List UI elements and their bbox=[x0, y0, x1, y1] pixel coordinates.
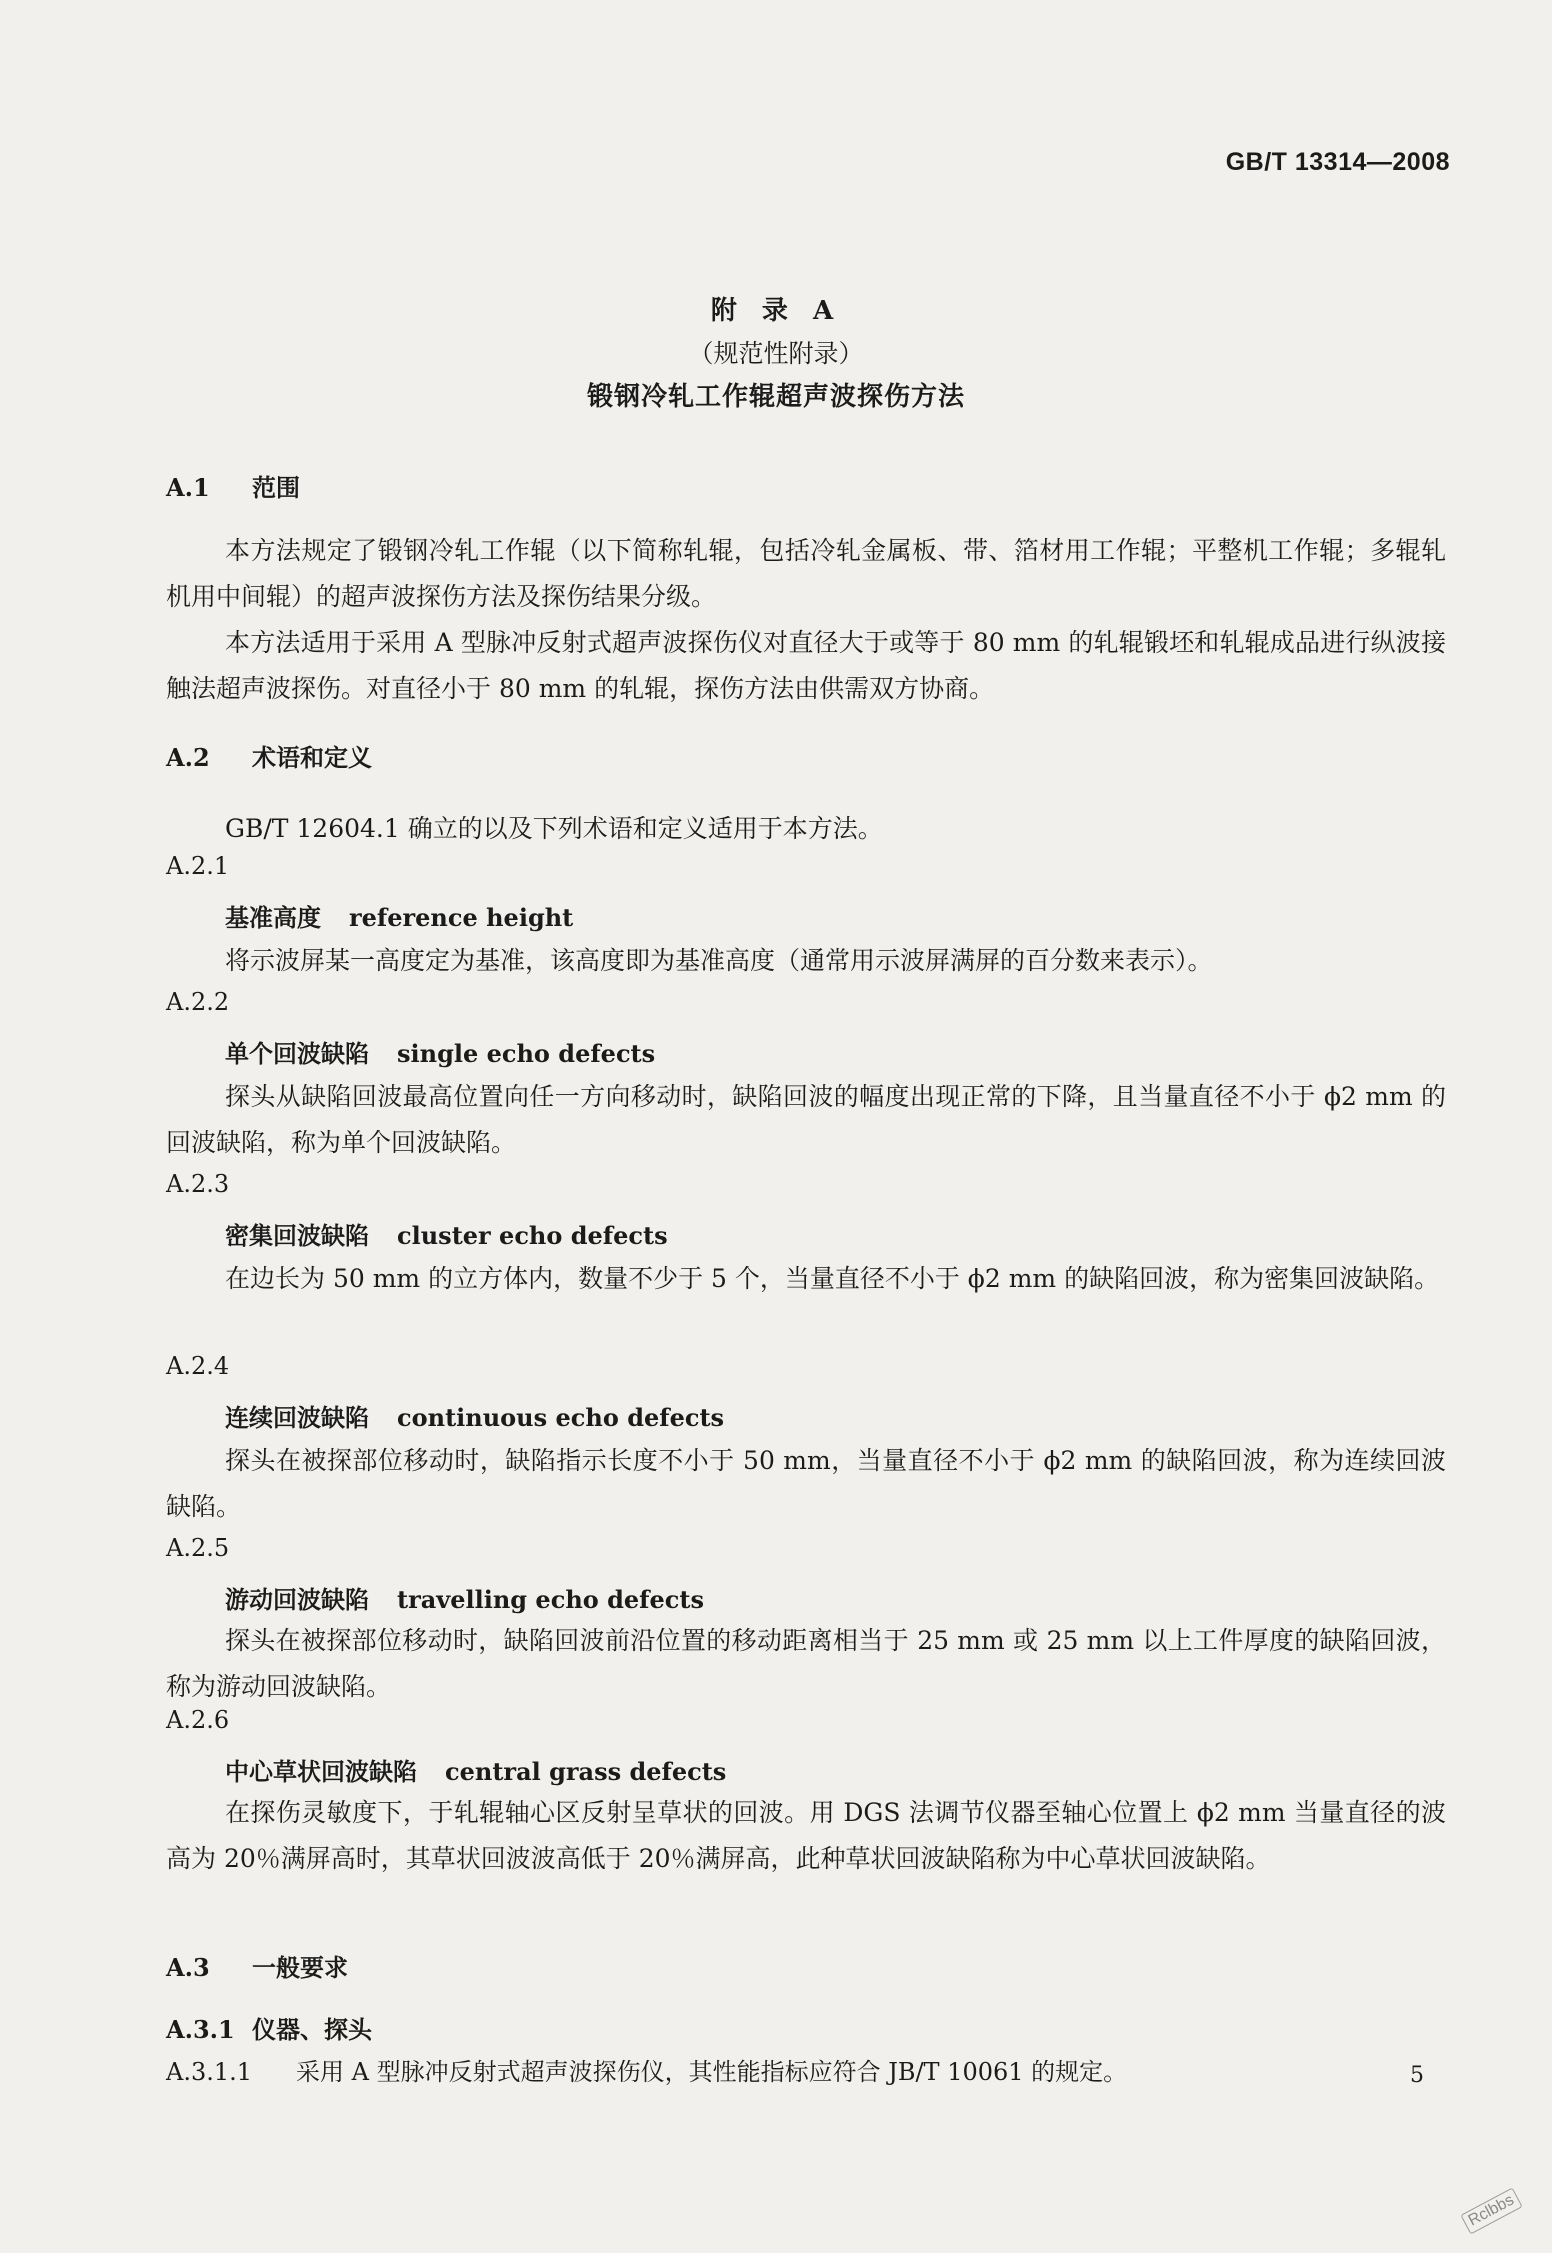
term-en: continuous echo defects bbox=[397, 1403, 725, 1432]
section-heading-a3 bbox=[166, 1948, 348, 1983]
term-heading bbox=[225, 1398, 724, 1433]
term-zh: 基准高度 bbox=[225, 903, 321, 932]
term-zh: 密集回波缺陷 bbox=[225, 1221, 369, 1250]
term-en: central grass defects bbox=[445, 1757, 727, 1786]
term-number: A.2.1 bbox=[166, 852, 230, 880]
term-definition: 探头在被探部位移动时，缺陷指示长度不小于 50 mm，当量直径不小于 ϕ2 mm 的缺陷回波，称为连续回波缺陷。 bbox=[166, 1446, 1446, 1521]
term-zh: 游动回波缺陷 bbox=[225, 1585, 369, 1614]
term-number: A.2.3 bbox=[166, 1170, 230, 1198]
paragraph-scope-2: 本方法适用于采用 A 型脉冲反射式超声波探伤仪对直径大于或等于 80 mm 的轧辊锻坯和轧辊成品进行纵波接触法超声波探伤。对直径小于 80 mm 的轧辊，探伤方法由供需双方协商。 bbox=[166, 628, 1446, 703]
term-en: single echo defects bbox=[397, 1039, 656, 1068]
clause-text: 采用 A 型脉冲反射式超声波探伤仪，其性能指标应符合 JB/T 10061 的规定。 bbox=[296, 2058, 1128, 2086]
term-number: A.2.6 bbox=[166, 1706, 230, 1734]
term-zh: 中心草状回波缺陷 bbox=[225, 1757, 417, 1786]
term-heading bbox=[225, 1034, 655, 1069]
section-title: 术语和定义 bbox=[252, 743, 372, 772]
watermark: Rclbbs bbox=[1460, 2187, 1522, 2234]
term-definition: 探头在被探部位移动时，缺陷回波前沿位置的移动距离相当于 25 mm 或 25 mm 以上工件厚度的缺陷回波，称为游动回波缺陷。 bbox=[166, 1626, 1446, 1701]
term-definition: 将示波屏某一高度定为基准，该高度即为基准高度（通常用示波屏满屏的百分数来表示）。 bbox=[225, 946, 1213, 975]
term-number: A.2.4 bbox=[166, 1352, 230, 1380]
annex-title: 锻钢冷轧工作辊超声波探伤方法 bbox=[586, 382, 965, 412]
term-definition: 在探伤灵敏度下，于轧辊轴心区反射呈草状的回波。用 DGS 法调节仪器至轴心位置上 ϕ2 mm 当量直径的波高为 20％满屏高时，其草状回波波高低于 20％满屏高，此种草状回波缺陷称为中心草状回波缺陷。 bbox=[166, 1798, 1446, 1873]
paragraph-terms-intro: GB/T 12604.1 确立的以及下列术语和定义适用于本方法。 bbox=[225, 814, 883, 843]
term-en: cluster echo defects bbox=[397, 1221, 668, 1250]
term-heading bbox=[225, 1752, 726, 1787]
term-definition: 探头从缺陷回波最高位置向任一方向移动时，缺陷回波的幅度出现正常的下降，且当量直径不小于 ϕ2 mm 的回波缺陷，称为单个回波缺陷。 bbox=[166, 1082, 1446, 1157]
term-zh: 单个回波缺陷 bbox=[225, 1039, 369, 1068]
term-zh: 连续回波缺陷 bbox=[225, 1403, 369, 1432]
section-number: A.3 bbox=[166, 1953, 210, 1982]
section-title: 一般要求 bbox=[252, 1953, 348, 1982]
paragraph-scope-1: 本方法规定了锻钢冷轧工作辊（以下简称轧辊，包括冷轧金属板、带、箔材用工作辊；平整机工作辊；多辊轧机用中间辊）的超声波探伤方法及探伤结果分级。 bbox=[166, 536, 1446, 611]
term-definition: 在边长为 50 mm 的立方体内，数量不少于 5 个，当量直径不小于 ϕ2 mm 的缺陷回波，称为密集回波缺陷。 bbox=[225, 1264, 1440, 1293]
section-title: 仪器、探头 bbox=[252, 2015, 372, 2044]
term-number: A.2.2 bbox=[166, 988, 230, 1016]
section-title: 范围 bbox=[252, 473, 300, 502]
section-number: A.3.1 bbox=[166, 2015, 235, 2044]
term-heading bbox=[225, 898, 573, 933]
section-heading-a1 bbox=[166, 468, 300, 503]
term-en: travelling echo defects bbox=[397, 1585, 704, 1614]
page-number: 5 bbox=[1410, 2063, 1424, 2088]
term-heading bbox=[225, 1216, 668, 1251]
clause-a311 bbox=[166, 2052, 1127, 2087]
annex-label: 附 录 A bbox=[710, 296, 842, 326]
section-number: A.2 bbox=[166, 743, 210, 772]
section-heading-a31 bbox=[166, 2010, 372, 2045]
term-heading bbox=[225, 1580, 704, 1615]
term-number: A.2.5 bbox=[166, 1534, 230, 1562]
section-heading-a2 bbox=[166, 738, 372, 773]
annex-type: （规范性附录） bbox=[688, 339, 864, 368]
clause-number: A.3.1.1 bbox=[166, 2058, 253, 2086]
section-number: A.1 bbox=[166, 473, 210, 502]
term-en: reference height bbox=[349, 903, 574, 932]
standard-number: GB/T 13314—2008 bbox=[1225, 148, 1450, 176]
